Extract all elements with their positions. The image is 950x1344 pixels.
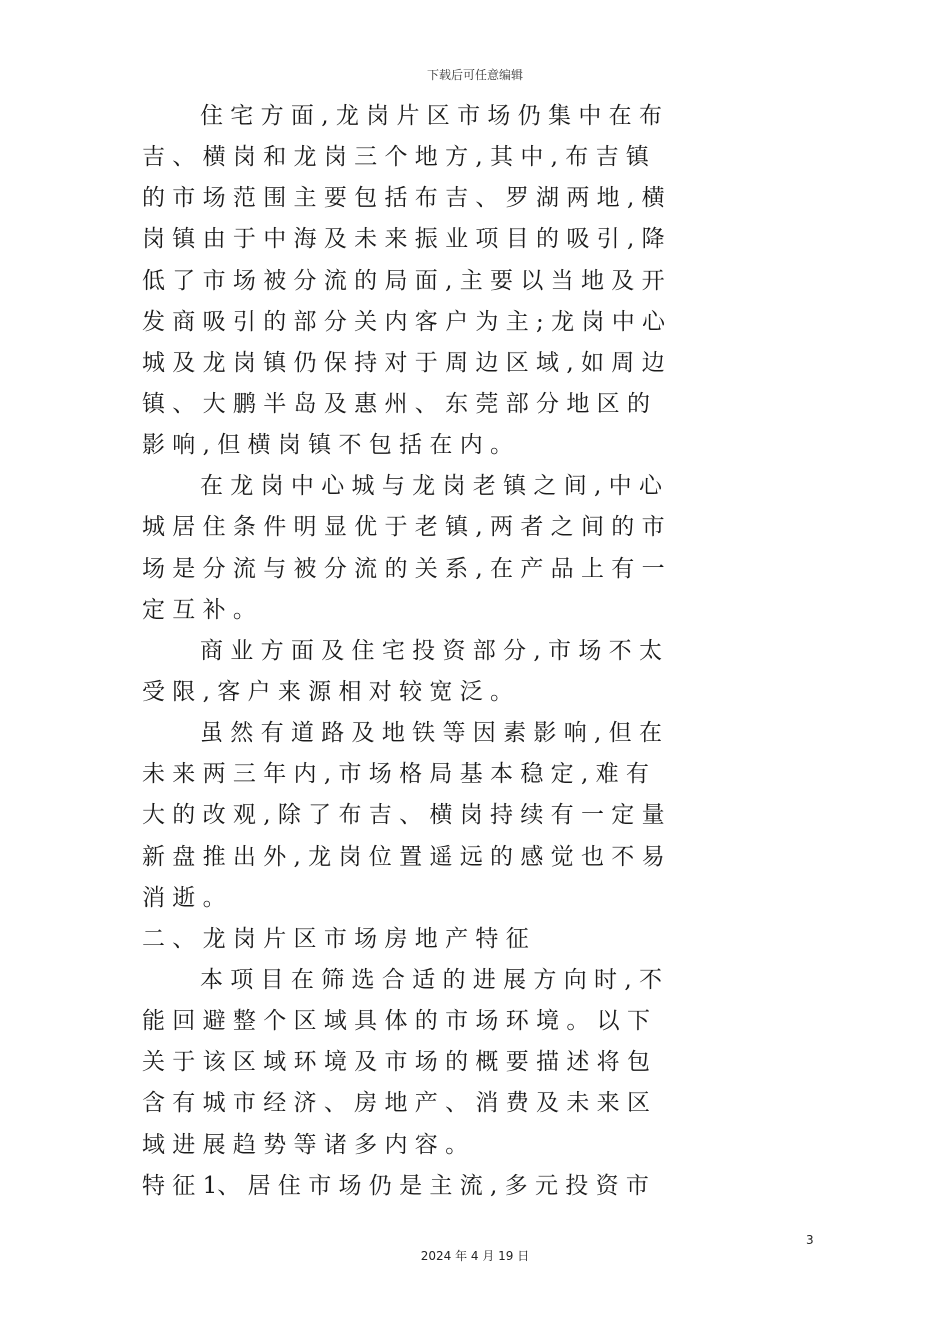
- text-line: 本 项 目 在 筛 选 合 适 的 进 展 方 向 时 , 不: [200, 966, 662, 993]
- text-line: 受 限 , 客 户 来 源 相 对 较 宽 泛 。: [142, 678, 514, 705]
- text-line: 低 了 市 场 被 分 流 的 局 面 , 主 要 以 当 地 及 开: [142, 267, 665, 294]
- text-line: 岗 镇 由 于 中 海 及 未 来 振 业 项 目 的 吸 引 , 降: [142, 226, 665, 253]
- text-line: 特 征 1、 居 住 市 场 仍 是 主 流 , 多 元 投 资 市: [142, 1172, 649, 1199]
- text-line: 消 逝 。: [142, 884, 226, 911]
- text-line: 虽 然 有 道 路 及 地 铁 等 因 素 影 响 , 但 在: [200, 720, 662, 747]
- text-line: 大 的 改 观 , 除 了 布 吉 、 横 岗 持 续 有 一 定 量: [142, 802, 665, 829]
- text-line: 能 回 避 整 个 区 域 具 体 的 市 场 环 境 。 以 下: [142, 1008, 650, 1035]
- text-line: 场 是 分 流 与 被 分 流 的 关 系 , 在 产 品 上 有 一: [142, 555, 665, 582]
- text-line: 域 进 展 趋 势 等 诸 多 内 容 。: [142, 1131, 469, 1158]
- section-heading: 二 、 龙 岗 片 区 市 场 房 地 产 特 征: [142, 925, 529, 952]
- document-body: [142, 96, 798, 1207]
- text-line: 镇 、 大 鹏 半 岛 及 惠 州 、 东 莞 部 分 地 区 的: [142, 390, 650, 417]
- text-line: 影 响 , 但 横 岗 镇 不 包 括 在 内 。: [142, 432, 514, 459]
- text-line: 定 互 补 。: [142, 596, 256, 623]
- text-line: 新 盘 推 出 外 , 龙 岗 位 置 遥 远 的 感 觉 也 不 易: [142, 843, 665, 870]
- text-line: 未 来 两 三 年 内 , 市 场 格 局 基 本 稳 定 , 难 有: [142, 761, 649, 788]
- text-line: 吉 、 横 岗 和 龙 岗 三 个 地 方 , 其 中 , 布 吉 镇: [142, 144, 649, 171]
- page-number: 3: [806, 1233, 814, 1247]
- text-line: 在 龙 岗 中 心 城 与 龙 岗 老 镇 之 间 , 中 心: [200, 473, 662, 500]
- page-footer-date: 2024 年 4 月 19 日: [420, 1249, 530, 1263]
- text-line: 发 商 吸 引 的 部 分 关 内 客 户 为 主 ; 龙 岗 中 心: [142, 308, 666, 335]
- text-line: 商 业 方 面 及 住 宅 投 资 部 分 , 市 场 不 太: [200, 637, 662, 664]
- text-line: 城 及 龙 岗 镇 仍 保 持 对 于 周 边 区 域 , 如 周 边: [142, 349, 665, 376]
- page-header: 下载后可任意编辑: [426, 68, 523, 82]
- text-line: 关 于 该 区 域 环 境 及 市 场 的 概 要 描 述 将 包: [142, 1049, 650, 1076]
- text-line: 的 市 场 范 围 主 要 包 括 布 吉 、 罗 湖 两 地 , 横: [142, 185, 665, 212]
- text-line: 住 宅 方 面 , 龙 岗 片 区 市 场 仍 集 中 在 布: [200, 103, 662, 129]
- text-line: 含 有 城 市 经 济 、 房 地 产 、 消 费 及 未 来 区: [142, 1090, 650, 1117]
- text-line: 城 居 住 条 件 明 显 优 于 老 镇 , 两 者 之 间 的 市: [142, 514, 665, 541]
